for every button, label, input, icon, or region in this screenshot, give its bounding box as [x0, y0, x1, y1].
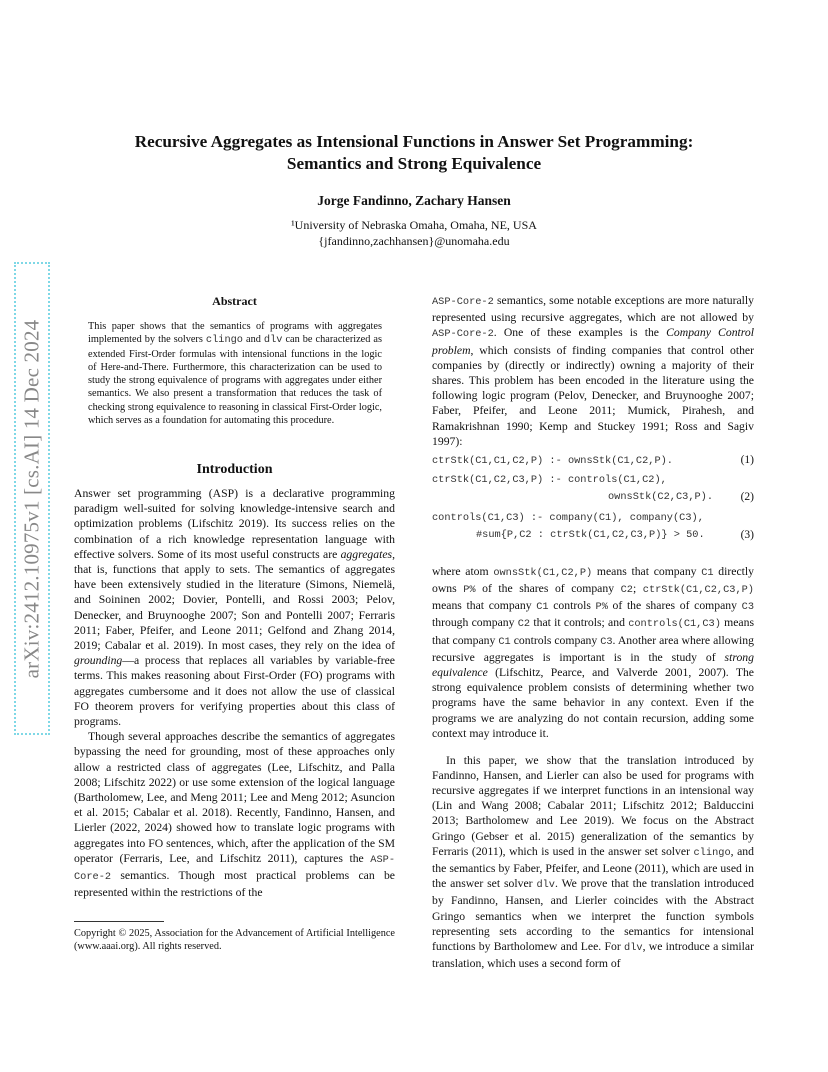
right-paragraph-2: In this paper, we show that the translation introduced by Fandinno, Hansen, and Lierler can also be used for programs with recursive aggregates if we interpret functions in an intensional way (Lin and Wang 2008; Cabalar 2011; Lifschitz 2012; Balduccini 2013; Bartholomew and Lee 2019). We focus on the Abstract Gringo (Gebser et al. 2015) generalization of the semantics by Ferraris (2011), which is used in the answer set solver clingo, and the semantics by Faber, Pfeifer, and Leone (2011), which are used in the answer set solver dlv. We prove that the translation introduced by Fandinno, Hansen, and Lierler coincides with the Abstract Gringo semantics when we interpret the function symbols representing sets according to the semantics for intensional functions by Bartholomew and Lee. For dlv, we introduce a similar translation, which uses a second form of: [432, 753, 754, 971]
footnote-rule: [74, 921, 164, 922]
title-line-2: Semantics and Strong Equivalence: [286, 154, 542, 173]
intro-paragraph-1: Answer set programming (ASP) is a declarative programming paradigm well-suited for solving knowledge-intensive search and optimization problems (Lifschitz 2019). Its success relies on the combination of a rich knowledge representation language with effective solvers. Some of its most useful constructs are aggregates, that is, functions that apply to sets. The semantics of aggregates have been extensively studied in the literature (Simons, Niemelä, and Soininen 2002; Dovier, Pontelli, and Rossi 2003; Pelov, Denecker, and Bruynooghe 2007; Son and Pontelli 2007; Ferraris 2011; Faber, Pfeifer, and Leone 2011; Gelfond and Zhang 2014, 2019; Cabalar et al. 2019). In most cases, they rely on the idea of grounding—a process that replaces all variables by variable-free terms. This makes reasoning about First-Order (FO) programs with aggregates cumbersome and it does not allow the use of classical FO theorem provers for verifying properties about this class of programs.: [74, 487, 395, 729]
right-paragraph-1: where atom ownsStk(C1,C2,P) means that company C1 directly owns P% of the shares of company C2; ctrStk(C1,C2,C3,P) means that company C1 controls P% of the shares of company C3 through company C2 that it controls; and controls(C1,C3) means that company C1 controls company C3. Another area where allowing recursive aggregates is important is in the study of strong equivalence (Lifschitz, Pearce, and Valverde 2001, 2007). The strong equivalence problem consists of determining whether two programs have the same behavior in any context. Even if the programs we are analyzing do not contain recursion, adding some context may introduce it.: [432, 564, 755, 740]
intro-paragraph-2: Though several approaches describe the semantics of aggregates bypassing the need for grounding, most of these approaches only allow a restricted class of aggregates (Lee, Lifschitz, and Palla 2008; Lifschitz 2022) or use some extension of the logical language (Bartholomew, Lee, and Meng 2011; Lee and Meng 2012; Asuncion et al. 2015; Cabalar et al. 2018). Recently, Fandinno, Hansen, and Lierler (2022, 2024) showed how to translate logic programs with aggregates into FO sentences, which, after the application of the SM operator (Ferraris, Lee, and Lifschitz 2011), captures the ASP-Core-2 semantics. Though most practical problems can be represented within the restrictions of the: [74, 730, 395, 900]
emails: {jfandinno,zachhansen}@unomaha.edu: [318, 234, 510, 248]
introduction-heading: Introduction: [196, 462, 273, 477]
abstract-heading: Abstract: [212, 294, 257, 308]
affiliation-block: [0, 217, 828, 249]
left-column-body: [74, 486, 395, 900]
authors: Jorge Fandinno, Zachary Hansen: [317, 193, 511, 208]
arxiv-stamp: [14, 262, 50, 735]
title-line-1: Recursive Aggregates as Intensional Functions in Answer Set Programming:: [134, 132, 694, 151]
equation-2a: ctrStk(C1,C2,C3,P) :- controls(C1,C2),: [432, 474, 667, 486]
equation-3a: controls(C1,C3) :- company(C1), company(C3),: [432, 512, 704, 524]
copyright-footnote: Copyright © 2025, Association for the Advancement of Artificial Intelligence (www.aaai.org). All rights reserved.: [74, 928, 395, 953]
right-column-intro: ASP-Core-2 semantics, some notable exceptions are more naturally represented using recursive aggregates, which are not allowed by ASP-Core-2. One of these examples is the Company Control problem, which consists of finding companies that control other companies by (directly or indirectly) owning a majority of their shares. This problem has been encoded in the literature using the following logic program (Pelov, Denecker, and Bruynooghe 2007; Faber, Pfeifer, and Leone 2011; Mumick, Pirahesh, and Ramakrishnan 1990; Kemp and Stuckey 1991; Ross and Sagiv 1997):: [432, 294, 754, 448]
right-column-body: [432, 552, 754, 983]
affiliation: ¹University of Nebraska Omaha, Omaha, NE, USA: [291, 218, 537, 232]
equation-1: ctrStk(C1,C1,C2,P) :- ownsStk(C1,C2,P). (1): [432, 454, 754, 467]
abstract-text: This paper shows that the semantics of programs with aggregates implemented by the solvers clingo and dlv can be characterized as extended First-Order formulas with intensional functions in the logic of Here-and-There. Furthermore, this characterization can be used to study the strong equivalence of programs with aggregates under either semantics. We also present a transformation that reduces the task of checking strong equivalence to reasoning in classical First-Order logic, which serves as a foundation for automating this procedure.: [88, 321, 382, 427]
paper-title: [0, 131, 828, 175]
arxiv-stamp-text: arXiv:2412.10975v1 [cs.AI] 14 Dec 2024: [19, 319, 44, 678]
